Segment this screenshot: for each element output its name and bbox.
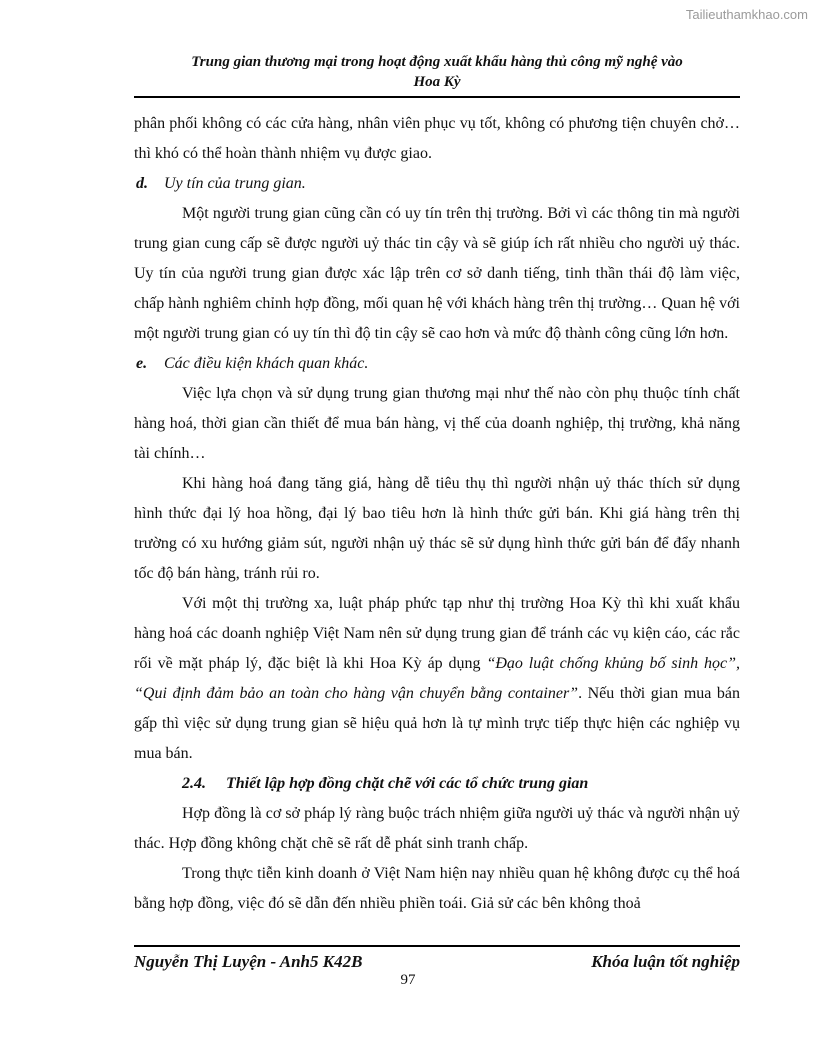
paragraph-practice: Trong thực tiễn kinh doanh ở Việt Nam hiện nay nhiều quan hệ không được cụ thể hoá bằng hợp đồng, việc đó sẽ dẫn đến nhiều phiền toái. Giả sử các bên không thoả xyxy=(134,865,740,912)
subsection-heading-2-4 xyxy=(134,769,740,799)
heading-marker: e. xyxy=(136,355,148,372)
footer-doc-type: Khóa luận tốt nghiệp xyxy=(591,952,740,971)
watermark-text: Tailieuthamkhao.com xyxy=(685,7,808,22)
heading-title: Uy tín của trung gian. xyxy=(164,175,306,192)
header-line-1: Trung gian thương mại trong hoạt động xuất khẩu hàng thủ công mỹ nghệ vào xyxy=(191,54,683,70)
heading-title: Các điều kiện khách quan khác. xyxy=(164,355,369,372)
section-heading-d xyxy=(134,169,740,199)
subsection-title: Thiết lập hợp đồng chặt chẽ với các tổ chức trung gian xyxy=(226,775,589,792)
heading-marker: d. xyxy=(136,175,148,192)
subsection-number: 2.4. xyxy=(182,775,206,792)
header-rule xyxy=(134,96,740,98)
paragraph-continuation: phân phối không có các cửa hàng, nhân viên phục vụ tốt, không có phương tiện chuyên chở… thì khó có thể hoàn thành nhiệm vụ được giao. xyxy=(134,115,740,162)
paragraph-pricing: Khi hàng hoá đang tăng giá, hàng dễ tiêu thụ thì người nhận uỷ thác thích sử dụng hình thức đại lý hoa hồng, đại lý bao tiêu hơn là hình thức gửi bán. Khi giá hàng trên thị trường có xu hướng giảm sút, người nhận uỷ thác sẽ sử dụng hình thức gửi bán để đẩy nhanh tốc độ bán hàng, tránh rủi ro. xyxy=(134,475,740,582)
header-line-2: Hoa Kỳ xyxy=(413,74,461,90)
running-header xyxy=(134,52,740,92)
footer-author: Nguyễn Thị Luyện - Anh5 K42B xyxy=(134,952,363,971)
page-body xyxy=(134,109,740,919)
text-run: . Nếu thời gian mua bán gấp thì việc sử dụng trung gian sẽ hiệu quả hơn là tự mình trực tiếp thực hiện các nghiệp vụ mua bán. xyxy=(134,685,741,762)
text-run: Với một thị trường xa, luật pháp phức tạp như thị trường Hoa Kỳ thì khi xuất khẩu hàng hoá các doanh nghiệp Việt Nam nên sử dụng trung gian để tránh các vụ kiện cáo, các rắc rối về mặt pháp lý, đặc biệt là khi Hoa Kỳ áp dụng xyxy=(134,595,740,672)
quoted-regulations: “Đạo luật chống khủng bố sinh học”, “Qui định đảm bảo an toàn cho hàng vận chuyển bằng container” xyxy=(134,655,740,702)
section-heading-e xyxy=(134,349,740,379)
paragraph-selection: Việc lựa chọn và sử dụng trung gian thương mại như thế nào còn phụ thuộc tính chất hàng hoá, thời gian cần thiết để mua bán hàng, vị thế của doanh nghiệp, thị trường, khả năng tài chính… xyxy=(134,385,740,462)
paragraph-contract: Hợp đồng là cơ sở pháp lý ràng buộc trách nhiệm giữa người uỷ thác và người nhận uỷ thác. Hợp đồng không chặt chẽ sẽ rất dễ phát sinh tranh chấp. xyxy=(134,805,740,852)
footer-rule xyxy=(134,945,740,947)
paragraph-reputation: Một người trung gian cũng cần có uy tín trên thị trường. Bởi vì các thông tin mà người trung gian cung cấp sẽ được người uỷ thác tin cậy và sẽ giúp ích rất nhiều cho người uỷ thác. Uy tín của người trung gian được xác lập trên cơ sở danh tiếng, tinh thần thái độ làm việc, chấp hành nghiêm chỉnh hợp đồng, mối quan hệ với khách hàng trên thị trường… Quan hệ với một người trung gian có uy tín thì độ tin cậy sẽ cao hơn và mức độ thành công cũng lớn hơn. xyxy=(134,205,740,342)
paragraph-us-market xyxy=(134,589,740,769)
page-number: 97 xyxy=(400,972,416,988)
